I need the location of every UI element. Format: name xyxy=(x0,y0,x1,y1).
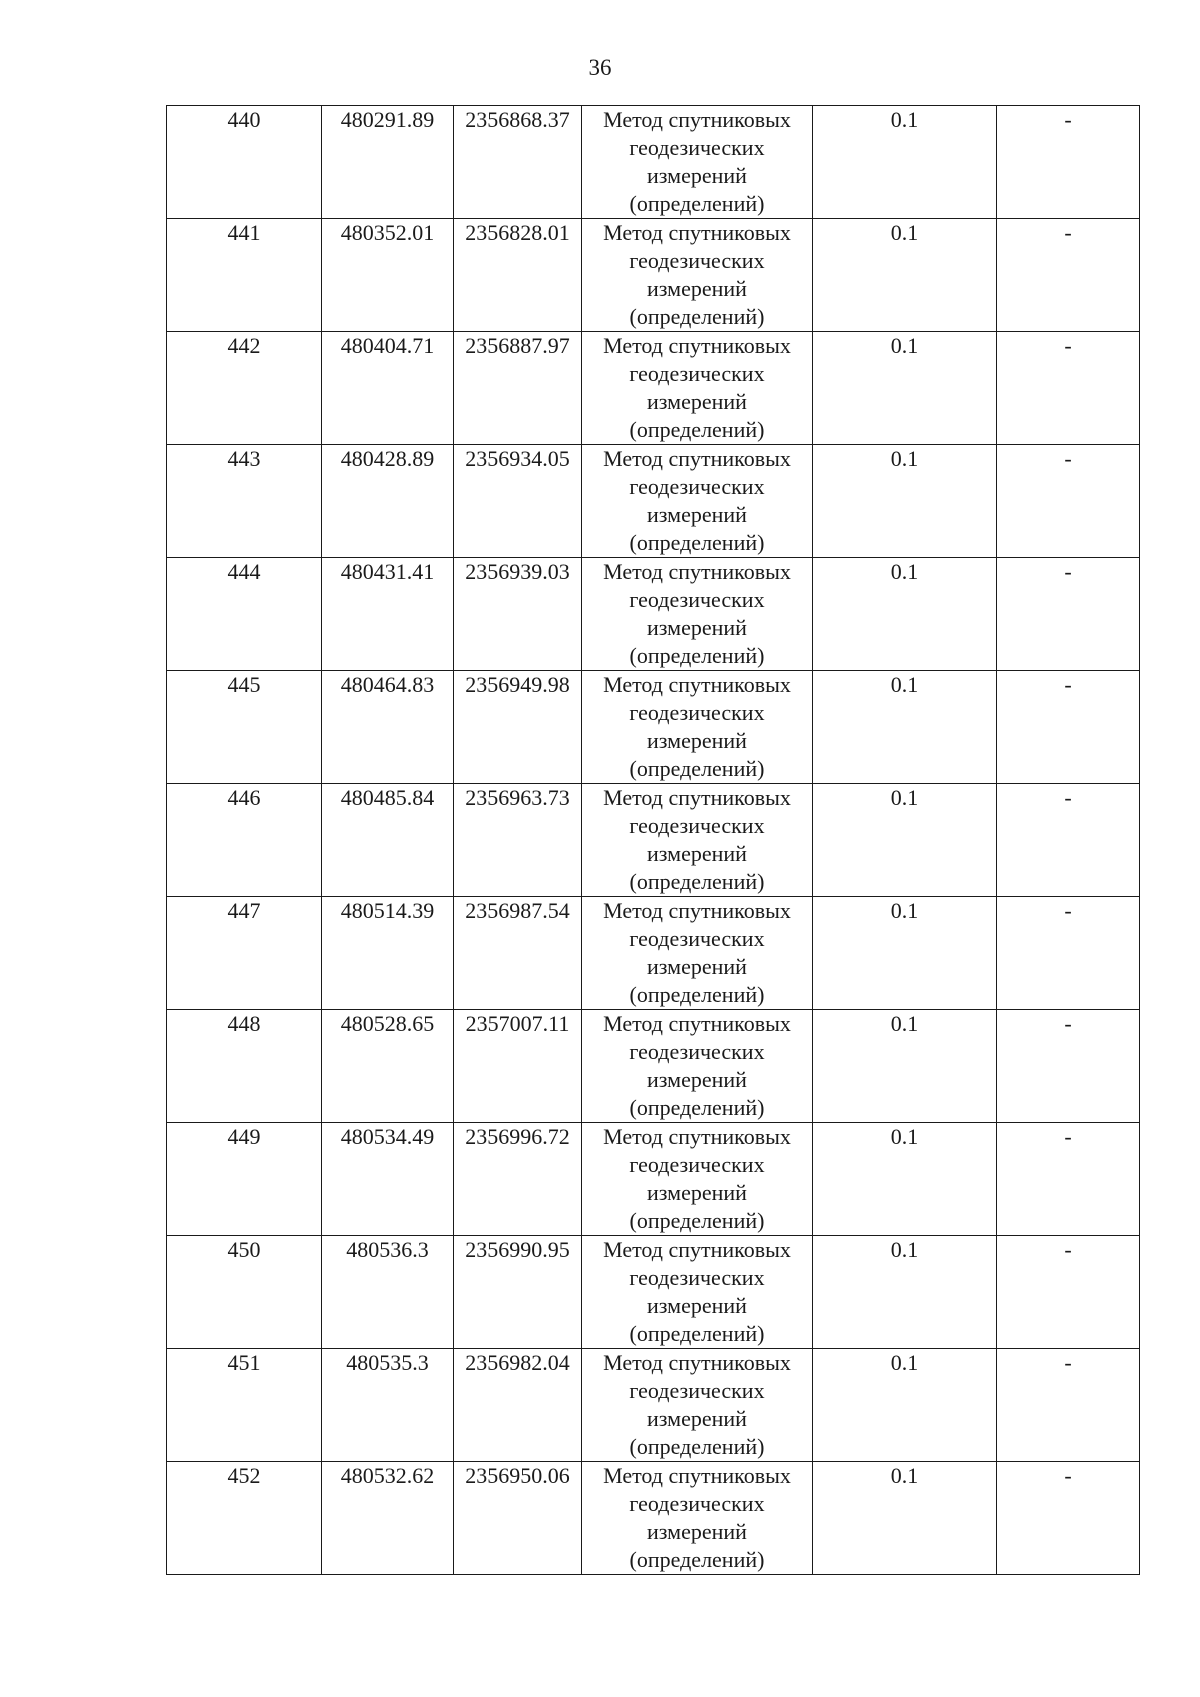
method-line: (определений) xyxy=(629,1208,765,1233)
x-coordinate-cell: 480428.89 xyxy=(322,445,454,558)
method-line: геодезических xyxy=(629,1491,765,1516)
method-line: геодезических xyxy=(629,1152,765,1177)
method-cell xyxy=(582,219,813,332)
description-cell: - xyxy=(997,671,1140,784)
point-number-cell: 446 xyxy=(167,784,322,897)
method-cell xyxy=(582,1236,813,1349)
description-cell: - xyxy=(997,219,1140,332)
method-line: (определений) xyxy=(629,982,765,1007)
table-row xyxy=(167,1010,1140,1123)
method-line: (определений) xyxy=(629,756,765,781)
method-line: измерений xyxy=(647,502,747,527)
accuracy-cell: 0.1 xyxy=(813,671,997,784)
method-line: измерений xyxy=(647,1293,747,1318)
accuracy-cell: 0.1 xyxy=(813,332,997,445)
y-coordinate-cell: 2356868.37 xyxy=(454,106,582,219)
method-line: Метод спутниковых xyxy=(603,107,791,132)
description-cell: - xyxy=(997,558,1140,671)
method-line: (определений) xyxy=(629,304,765,329)
method-line: Метод спутниковых xyxy=(603,1011,791,1036)
description-cell: - xyxy=(997,1236,1140,1349)
table-row xyxy=(167,1462,1140,1575)
accuracy-cell: 0.1 xyxy=(813,1349,997,1462)
method-cell xyxy=(582,1462,813,1575)
point-number-cell: 443 xyxy=(167,445,322,558)
y-coordinate-cell: 2356990.95 xyxy=(454,1236,582,1349)
point-number-cell: 447 xyxy=(167,897,322,1010)
method-line: измерений xyxy=(647,1406,747,1431)
table-row xyxy=(167,106,1140,219)
y-coordinate-cell: 2356996.72 xyxy=(454,1123,582,1236)
description-cell: - xyxy=(997,106,1140,219)
method-cell xyxy=(582,558,813,671)
accuracy-cell: 0.1 xyxy=(813,106,997,219)
method-cell xyxy=(582,1349,813,1462)
table-row xyxy=(167,1123,1140,1236)
method-line: геодезических xyxy=(629,813,765,838)
accuracy-cell: 0.1 xyxy=(813,558,997,671)
x-coordinate-cell: 480404.71 xyxy=(322,332,454,445)
method-line: измерений xyxy=(647,389,747,414)
method-cell xyxy=(582,106,813,219)
method-line: (определений) xyxy=(629,1547,765,1572)
point-number-cell: 444 xyxy=(167,558,322,671)
accuracy-cell: 0.1 xyxy=(813,897,997,1010)
method-line: Метод спутниковых xyxy=(603,785,791,810)
description-cell: - xyxy=(997,1349,1140,1462)
y-coordinate-cell: 2356939.03 xyxy=(454,558,582,671)
method-cell xyxy=(582,1010,813,1123)
accuracy-cell: 0.1 xyxy=(813,784,997,897)
x-coordinate-cell: 480291.89 xyxy=(322,106,454,219)
accuracy-cell: 0.1 xyxy=(813,1010,997,1123)
method-line: геодезических xyxy=(629,474,765,499)
method-line: геодезических xyxy=(629,700,765,725)
method-cell xyxy=(582,332,813,445)
method-line: геодезических xyxy=(629,926,765,951)
point-number-cell: 449 xyxy=(167,1123,322,1236)
method-cell xyxy=(582,671,813,784)
method-line: (определений) xyxy=(629,869,765,894)
method-line: Метод спутниковых xyxy=(603,559,791,584)
method-line: измерений xyxy=(647,615,747,640)
method-cell xyxy=(582,784,813,897)
method-line: геодезических xyxy=(629,1039,765,1064)
x-coordinate-cell: 480535.3 xyxy=(322,1349,454,1462)
y-coordinate-cell: 2356934.05 xyxy=(454,445,582,558)
table-row xyxy=(167,1236,1140,1349)
method-line: Метод спутниковых xyxy=(603,446,791,471)
method-line: геодезических xyxy=(629,1265,765,1290)
method-line: (определений) xyxy=(629,1321,765,1346)
point-number-cell: 442 xyxy=(167,332,322,445)
y-coordinate-cell: 2356982.04 xyxy=(454,1349,582,1462)
x-coordinate-cell: 480514.39 xyxy=(322,897,454,1010)
y-coordinate-cell: 2356950.06 xyxy=(454,1462,582,1575)
description-cell: - xyxy=(997,897,1140,1010)
method-line: измерений xyxy=(647,728,747,753)
method-line: измерений xyxy=(647,1519,747,1544)
x-coordinate-cell: 480431.41 xyxy=(322,558,454,671)
table-row xyxy=(167,1349,1140,1462)
point-number-cell: 445 xyxy=(167,671,322,784)
description-cell: - xyxy=(997,332,1140,445)
table-row xyxy=(167,219,1140,332)
y-coordinate-cell: 2356828.01 xyxy=(454,219,582,332)
method-line: измерений xyxy=(647,841,747,866)
point-number-cell: 451 xyxy=(167,1349,322,1462)
method-line: (определений) xyxy=(629,1434,765,1459)
method-line: (определений) xyxy=(629,1095,765,1120)
x-coordinate-cell: 480536.3 xyxy=(322,1236,454,1349)
method-line: (определений) xyxy=(629,643,765,668)
coordinates-table-body xyxy=(167,106,1140,1575)
method-cell xyxy=(582,445,813,558)
method-cell xyxy=(582,1123,813,1236)
table-row xyxy=(167,784,1140,897)
description-cell: - xyxy=(997,445,1140,558)
accuracy-cell: 0.1 xyxy=(813,219,997,332)
x-coordinate-cell: 480464.83 xyxy=(322,671,454,784)
method-line: Метод спутниковых xyxy=(603,1124,791,1149)
table-row xyxy=(167,445,1140,558)
x-coordinate-cell: 480528.65 xyxy=(322,1010,454,1123)
x-coordinate-cell: 480485.84 xyxy=(322,784,454,897)
y-coordinate-cell: 2356949.98 xyxy=(454,671,582,784)
method-line: Метод спутниковых xyxy=(603,1463,791,1488)
method-line: Метод спутниковых xyxy=(603,1350,791,1375)
description-cell: - xyxy=(997,1010,1140,1123)
table-row xyxy=(167,897,1140,1010)
table-row xyxy=(167,332,1140,445)
method-cell xyxy=(582,897,813,1010)
point-number-cell: 448 xyxy=(167,1010,322,1123)
method-line: Метод спутниковых xyxy=(603,333,791,358)
method-line: геодезических xyxy=(629,361,765,386)
point-number-cell: 440 xyxy=(167,106,322,219)
y-coordinate-cell: 2356963.73 xyxy=(454,784,582,897)
point-number-cell: 452 xyxy=(167,1462,322,1575)
x-coordinate-cell: 480352.01 xyxy=(322,219,454,332)
table-row xyxy=(167,558,1140,671)
method-line: Метод спутниковых xyxy=(603,220,791,245)
point-number-cell: 441 xyxy=(167,219,322,332)
accuracy-cell: 0.1 xyxy=(813,1462,997,1575)
x-coordinate-cell: 480532.62 xyxy=(322,1462,454,1575)
method-line: Метод спутниковых xyxy=(603,672,791,697)
method-line: Метод спутниковых xyxy=(603,1237,791,1262)
description-cell: - xyxy=(997,1462,1140,1575)
method-line: (определений) xyxy=(629,530,765,555)
method-line: геодезических xyxy=(629,248,765,273)
method-line: (определений) xyxy=(629,417,765,442)
method-line: измерений xyxy=(647,163,747,188)
point-number-cell: 450 xyxy=(167,1236,322,1349)
coordinates-table xyxy=(166,105,1140,1575)
method-line: измерений xyxy=(647,276,747,301)
method-line: геодезических xyxy=(629,1378,765,1403)
method-line: геодезических xyxy=(629,587,765,612)
accuracy-cell: 0.1 xyxy=(813,1236,997,1349)
description-cell: - xyxy=(997,1123,1140,1236)
y-coordinate-cell: 2356887.97 xyxy=(454,332,582,445)
x-coordinate-cell: 480534.49 xyxy=(322,1123,454,1236)
y-coordinate-cell: 2357007.11 xyxy=(454,1010,582,1123)
page-number: 36 xyxy=(588,55,612,80)
method-line: геодезических xyxy=(629,135,765,160)
method-line: Метод спутниковых xyxy=(603,898,791,923)
y-coordinate-cell: 2356987.54 xyxy=(454,897,582,1010)
method-line: (определений) xyxy=(629,191,765,216)
method-line: измерений xyxy=(647,1180,747,1205)
accuracy-cell: 0.1 xyxy=(813,1123,997,1236)
description-cell: - xyxy=(997,784,1140,897)
accuracy-cell: 0.1 xyxy=(813,445,997,558)
method-line: измерений xyxy=(647,1067,747,1092)
table-row xyxy=(167,671,1140,784)
method-line: измерений xyxy=(647,954,747,979)
